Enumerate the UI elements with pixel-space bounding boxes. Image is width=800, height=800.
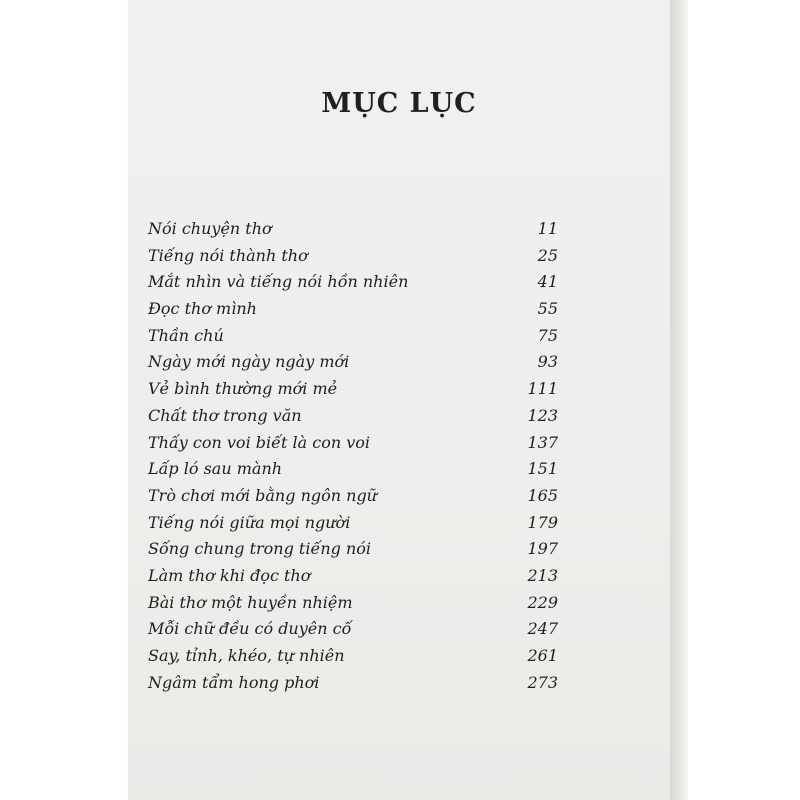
toc-entry-title: Nói chuyện thơ [148, 219, 272, 238]
toc-entry-page: 93 [537, 352, 558, 372]
toc-entry [148, 673, 558, 700]
toc-entry [148, 246, 558, 273]
toc-entry [148, 379, 558, 406]
toc-entry-page: 151 [527, 459, 558, 479]
toc-entry-page: 55 [537, 299, 558, 319]
toc-entry-page: 123 [527, 405, 558, 425]
toc-entry-page: 111 [527, 379, 558, 399]
toc-entry-page: 11 [537, 219, 558, 238]
toc-entry-title: Tiếng nói giữa mọi người [148, 512, 351, 532]
toc-entry-title: Mắt nhìn và tiếng nói hồn nhiên [148, 272, 409, 292]
toc-entry-page: 197 [527, 539, 558, 559]
toc-entry-page: 75 [537, 325, 558, 345]
toc-entry-title: Vẻ bình thường mới mẻ [148, 379, 338, 399]
page-title: MỤC LỤC [321, 88, 477, 119]
toc-entry-title: Làm thơ khi đọc thơ [148, 565, 311, 585]
toc-entry-title: Ngâm tẩm hong phơi [148, 672, 320, 692]
toc-entry [148, 433, 558, 460]
toc-entry-page: 229 [527, 592, 558, 612]
toc-entry [148, 299, 558, 326]
toc-entry [148, 486, 558, 513]
toc-entry-title: Say, tỉnh, khéo, tự nhiên [148, 646, 345, 665]
page-edge [670, 0, 688, 800]
toc-entry-page: 41 [537, 272, 558, 292]
toc-entry-title: Thấy con voi biết là con voi [148, 432, 370, 452]
toc-entry [148, 593, 558, 620]
toc-entry-page: 25 [537, 245, 558, 265]
toc-entry-title: Lấp ló sau mành [148, 459, 283, 479]
toc-entry [148, 619, 558, 646]
toc-entry-page: 261 [527, 646, 558, 665]
toc-entry-title: Mỗi chữ đều có duyên cố [148, 619, 352, 639]
toc-entry-title: Bài thơ một huyền nhiệm [148, 592, 353, 612]
toc-entry [148, 272, 558, 299]
toc-entry [148, 539, 558, 566]
toc-entry-page: 273 [527, 672, 558, 692]
toc-entry-title: Trò chơi mới bằng ngôn ngữ [148, 485, 377, 505]
toc-entry-title: Sống chung trong tiếng nói [148, 539, 372, 559]
toc-entry [148, 513, 558, 540]
toc-entry-title: Ngày mới ngày ngày mới [148, 352, 350, 372]
toc-entry-page: 165 [527, 485, 558, 505]
toc-entry [148, 352, 558, 379]
toc-entry [148, 566, 558, 593]
toc-entry [148, 219, 558, 246]
toc-entry-title: Thần chú [148, 325, 224, 345]
toc-entry-title: Tiếng nói thành thơ [148, 245, 308, 265]
toc-entry [148, 459, 558, 486]
toc-entry-page: 179 [527, 512, 558, 532]
toc-entry [148, 326, 558, 353]
toc-entry [148, 646, 558, 673]
toc-entry [148, 406, 558, 433]
toc-entry-page: 247 [527, 619, 558, 639]
toc-entry-page: 213 [527, 565, 558, 585]
toc-entry-title: Đọc thơ mình [148, 299, 257, 319]
table-of-contents [148, 219, 558, 699]
toc-entry-title: Chất thơ trong văn [148, 405, 302, 425]
toc-entry-page: 137 [527, 432, 558, 452]
